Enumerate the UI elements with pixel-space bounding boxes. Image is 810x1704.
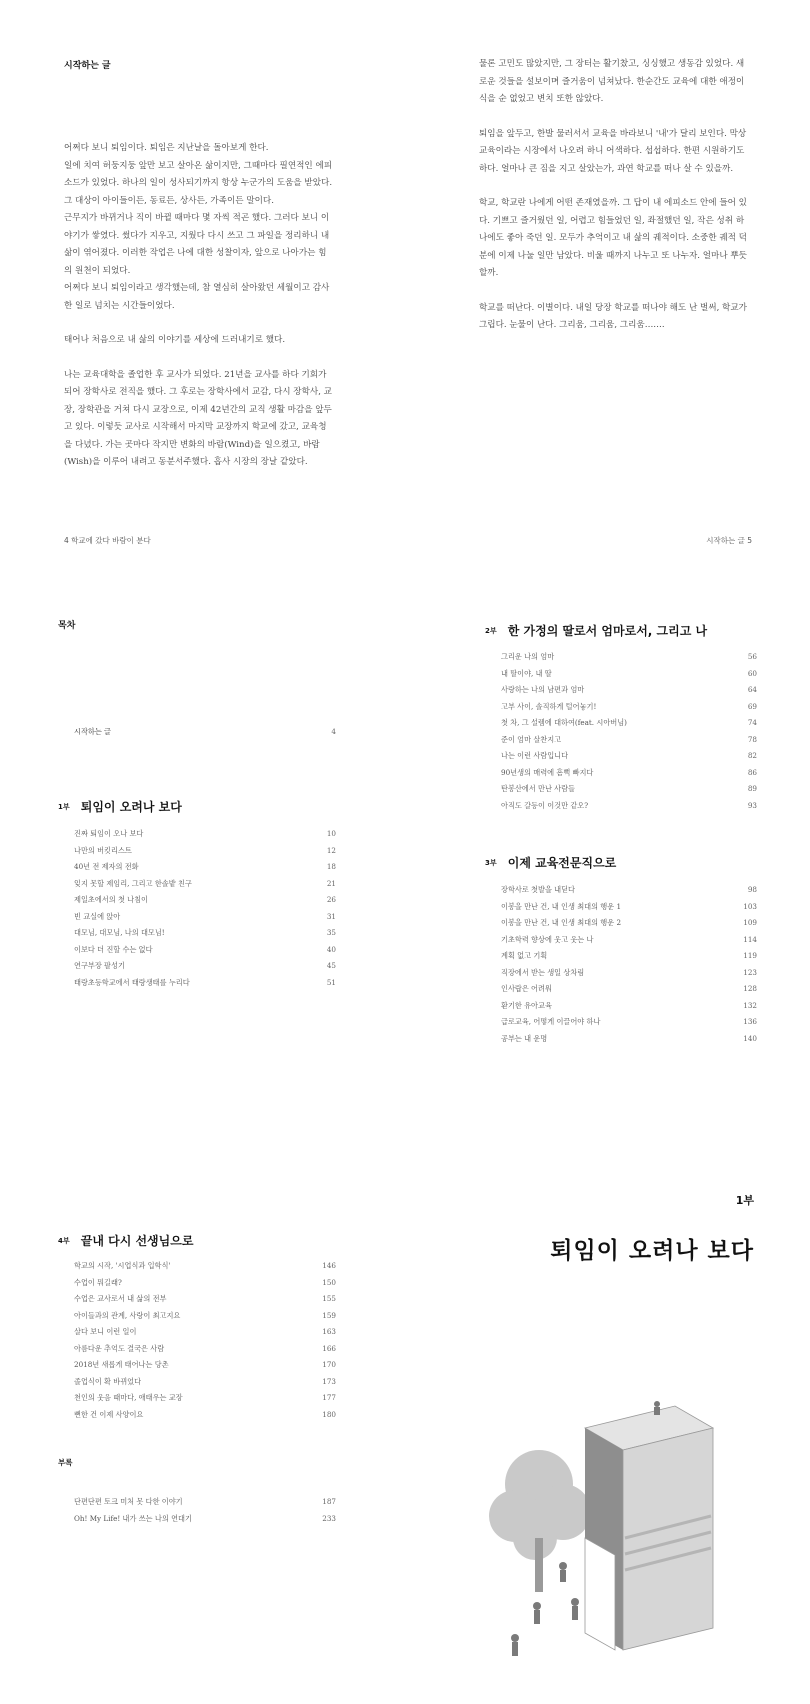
toc-entry-page: 159 <box>322 1310 336 1320</box>
toc-entry-page: 132 <box>743 1000 757 1010</box>
toc-entry-page: 103 <box>743 901 757 911</box>
toc-entry[interactable] <box>501 798 757 815</box>
toc-entry[interactable] <box>74 876 336 893</box>
toc-intro <box>74 724 336 741</box>
toc-entry-page: 89 <box>747 784 757 793</box>
toc-entry-page: 12 <box>326 845 336 855</box>
toc-entry[interactable] <box>74 1341 336 1358</box>
toc-entry-page: 98 <box>747 885 757 894</box>
toc-entry-label: 90년생의 매력에 흠뻑 빠지다 <box>501 767 594 777</box>
toc-entry-page: 64 <box>747 685 757 694</box>
toc-left-page <box>0 570 405 1140</box>
toc-entry[interactable] <box>74 1291 336 1308</box>
toc-entry-label: 40년 전 제자의 전화 <box>74 862 139 871</box>
appendix-list <box>74 1494 336 1527</box>
intro-body-left <box>64 140 334 489</box>
toc-entry-label: 잊지 못할 제임리, 그리고 한솔밭 친구 <box>74 878 192 888</box>
tree-icon <box>489 1450 591 1592</box>
toc-entry-label: 수업은 교사로서 내 삶의 전부 <box>74 1294 167 1303</box>
toc-entry-page: 10 <box>326 829 336 838</box>
part-number: 2부 <box>485 626 497 635</box>
toc-entry-label: 나는 이런 사람입니다 <box>501 751 569 760</box>
toc-entry-label: 사랑하는 나의 남편과 엄마 <box>501 685 585 694</box>
toc-entry-page: 74 <box>747 718 757 727</box>
toc-entry[interactable] <box>74 1275 336 1292</box>
chapter-label: 1부 <box>735 1194 754 1207</box>
part-1-heading <box>58 796 182 815</box>
toc-entry[interactable] <box>501 649 757 666</box>
toc-entry-label: 시작하는 글 <box>74 727 112 736</box>
toc-entry-label: 그리운 나의 엄마 <box>501 652 555 661</box>
toc-entry-label: 내 딸이야, 내 딸 <box>501 668 552 678</box>
page-footer: 4 학교에 갔다 바람이 분다 <box>64 536 151 545</box>
paragraph: 학교를 떠난다. 이별이다. 내일 당장 학교를 떠나야 해도 난 벌써, 학교가 그립다. 눈물이 난다. 그리움, 그리움, 그리움……. <box>479 302 747 330</box>
toc-entry-page: 109 <box>743 918 757 927</box>
toc-entry-label: 학교의 시작, '시업식과 입학식' <box>74 1261 171 1270</box>
toc-entry[interactable] <box>74 925 336 942</box>
paragraph: 어쩌다 보니 퇴임이다. 퇴임은 지난날을 돌아보게 한다. <box>64 143 269 153</box>
toc-entry-page: 166 <box>322 1343 336 1353</box>
appendix-heading: 부록 <box>58 1458 73 1467</box>
page-5 <box>405 0 810 570</box>
toc-entry-label: 환기한 유아교육 <box>501 1000 552 1010</box>
toc-entry[interactable] <box>74 1511 336 1528</box>
part-1-list <box>74 826 336 991</box>
toc-right-page <box>405 570 810 1140</box>
part-2-list <box>501 649 757 814</box>
toc-entry-page: 60 <box>747 668 757 678</box>
part-title: 한 가정의 딸로서 엄마로서, 그리고 나 <box>507 624 708 638</box>
toc-entry-label: 태랑초등학교에서 태랑생태를 누리다 <box>74 977 190 987</box>
part-2-heading <box>485 620 707 639</box>
toc-entry-page: 180 <box>322 1409 336 1419</box>
toc-entry[interactable] <box>501 1014 757 1031</box>
toc-entry-page: 69 <box>747 701 757 711</box>
part-title: 퇴임이 오려나 보다 <box>80 800 182 814</box>
chapter-title: 퇴임이 오려나 보다 <box>550 1238 754 1264</box>
toc-entry[interactable] <box>74 975 336 992</box>
part-1-title-page <box>405 1140 810 1704</box>
spread-introduction <box>0 0 810 570</box>
toc-entry-label: 계획 없고 기획 <box>501 951 548 960</box>
toc-entry[interactable] <box>74 1324 336 1341</box>
toc-entry-label: 살다 보니 이런 일이 <box>74 1327 137 1336</box>
toc-entry[interactable] <box>74 724 336 741</box>
toc-entry-page: 146 <box>322 1261 336 1270</box>
toc-entry-label: 제일초에서의 첫 나침이 <box>74 895 149 904</box>
toc-entry[interactable] <box>501 915 757 932</box>
paragraph: 학교, 학교란 나에게 어떤 존재였을까. 그 답이 내 에피소드 안에 들어 있다. 기쁘고 즐거웠던 일, 어렵고 힘들었던 일, 좌절했던 일, 작은 성취 하나에도 좋아 죽던 일. 모두가 추억이고 내 삶의 궤적이다. 소중한 궤적 덕분에 이제 나눌 일만 남았다. 비울 때까지 나누고 또 나누자. 얼마나 뿌듯할까. <box>479 198 747 278</box>
toc-entry-page: 45 <box>326 961 336 970</box>
toc-entry-page: 114 <box>743 934 757 944</box>
toc-entry-label: 천인의 웃음 때마다, 애태우는 교장 <box>74 1393 183 1402</box>
toc-entry[interactable] <box>501 899 757 916</box>
toc-entry[interactable] <box>501 1031 757 1048</box>
toc-entry-page: 31 <box>326 911 336 921</box>
toc-entry-page: 21 <box>326 878 336 888</box>
toc-entry-page: 128 <box>743 984 757 993</box>
part-number: 1부 <box>58 802 70 811</box>
toc-entry[interactable] <box>74 1407 336 1424</box>
toc-entry[interactable] <box>74 1258 336 1275</box>
toc-entry-page: 93 <box>747 800 757 810</box>
toc-entry[interactable] <box>74 909 336 926</box>
toc-entry[interactable] <box>74 892 336 909</box>
toc-entry[interactable] <box>74 843 336 860</box>
paragraph: 퇴임을 앞두고, 한발 물러서서 교육을 바라보니 '내'가 달리 보인다. 막상 교육이라는 시장에서 나오려 하니 어색하다. 섭섭하다. 한편 시원하기도 하다. 얼마나 큰 짐을 지고 살았는가, 과연 학교를 떠나 살 수 있을까. <box>479 128 747 174</box>
toc-entry[interactable] <box>501 765 757 782</box>
page-title: 시작하는 글 <box>64 61 111 71</box>
toc-entry-label: 아이들과의 관계, 사랑이 최고지요 <box>74 1310 181 1320</box>
toc-entry-label: 아름다운 추억도 결국은 사람 <box>74 1343 165 1353</box>
paragraph: 근무지가 바뀌거나 직이 바뀔 때마다 몇 자씩 적곤 했다. 그러다 보니 이야기가 쌓였다. 썼다가 지우고, 지웠다 다시 쓰고 그 파일을 정리하니 내 삶이 엮어졌다. 이러한 작업은 나에 대한 성찰이자, 앞으로 나아가는 힘의 원천이 되었다. <box>64 213 330 276</box>
toc-entry[interactable] <box>501 715 757 732</box>
toc-entry[interactable] <box>501 699 757 716</box>
toc-entry-label: 수업이 뭐길래? <box>74 1277 122 1287</box>
spread-toc <box>0 570 810 1140</box>
part-number: 3부 <box>485 858 497 867</box>
toc-entry[interactable] <box>74 1374 336 1391</box>
toc-entry[interactable] <box>74 942 336 959</box>
toc-entry[interactable] <box>501 781 757 798</box>
part-title: 끝내 다시 선생님으로 <box>80 1234 194 1248</box>
toc-entry[interactable] <box>501 965 757 982</box>
toc-entry-page: 163 <box>322 1327 336 1336</box>
toc-entry-page: 86 <box>747 767 757 777</box>
toc-entry[interactable] <box>501 748 757 765</box>
toc-entry-label: 탄봉산에서 만난 사람들 <box>501 784 576 793</box>
toc-entry-label: 직장에서 받는 생일 상차림 <box>501 967 585 977</box>
toc-entry-page: 233 <box>322 1513 336 1523</box>
toc-entry-page: 119 <box>743 951 757 960</box>
toc-entry-label: 고부 사이, 솔직하게 털어놓기! <box>501 701 597 711</box>
toc-entry-label: 공부는 내 운명 <box>501 1033 548 1043</box>
toc-entry-page: 150 <box>322 1277 336 1287</box>
part-title: 이제 교육전문직으로 <box>507 856 617 870</box>
toc-continued-page <box>0 1140 405 1704</box>
toc-entry-label: 이봉을 만난 건, 내 인생 최대의 행운 2 <box>501 918 622 927</box>
toc-entry[interactable] <box>74 1494 336 1511</box>
toc-entry-label: 졸업식이 확 바뀌었다 <box>74 1376 142 1386</box>
page-footer: 시작하는 글 5 <box>706 536 752 545</box>
toc-entry-page: 18 <box>326 862 336 871</box>
toc-entry-page: 177 <box>322 1393 336 1402</box>
toc-entry-page: 187 <box>322 1497 336 1506</box>
toc-entry-page: 56 <box>747 652 757 661</box>
toc-entry-page: 140 <box>743 1033 757 1043</box>
toc-entry-label: 인사랍은 어려워 <box>501 984 552 993</box>
spread-toc-continued <box>0 1140 810 1704</box>
part-number: 4부 <box>58 1236 70 1245</box>
toc-entry-label: 진짜 퇴임이 오나 보다 <box>74 829 144 838</box>
toc-entry-page: 78 <box>747 734 757 744</box>
toc-entry-page: 170 <box>322 1360 336 1369</box>
toc-entry-page: 173 <box>322 1376 336 1386</box>
toc-entry-label: 나만의 버킷리스트 <box>74 845 132 855</box>
toc-entry[interactable] <box>501 981 757 998</box>
toc-entry-label: 첫 차, 그 설렘에 대하여(feat. 시아버님) <box>501 718 627 727</box>
book-icon <box>585 1406 713 1650</box>
book-illustration <box>475 1388 735 1688</box>
toc-entry-page: 155 <box>322 1294 336 1303</box>
toc-entry-page: 82 <box>747 751 757 760</box>
toc-title: 목차 <box>58 621 76 631</box>
toc-entry-page: 35 <box>326 928 336 937</box>
toc-entry[interactable] <box>74 1357 336 1374</box>
toc-entry-page: 26 <box>326 895 336 904</box>
toc-entry[interactable] <box>74 958 336 975</box>
toc-entry[interactable] <box>501 948 757 965</box>
part-3-list <box>501 882 757 1047</box>
toc-entry[interactable] <box>501 882 757 899</box>
toc-entry-label: 대모님, 대모님, 나의 대모님! <box>74 928 165 937</box>
toc-entry[interactable] <box>74 859 336 876</box>
paragraph: 나는 교육대학을 졸업한 후 교사가 되었다. 21년을 교사를 하다 기회가 되어 장학사로 전직을 했다. 그 후로는 장학사에서 교감, 다시 장학사, 교장, 장학관을 거쳐 다시 교장으로, 이제 42년간의 교직 생활 마감을 앞두고 있다. 이렇듯 교사로 시작해서 마지막 교장까지 학교에 갔고, 교육청을 다녔다. 가는 곳마다 작지만 변화의 바람(Wind)을 일으켰고, 바람(Wish)을 이루어 내려고 동분서주했다. 흡사 시장의 장날 같았다. <box>64 369 332 467</box>
part-4-list <box>74 1258 336 1423</box>
toc-entry-label: 준이 엄마 살찬지고 <box>501 734 562 744</box>
paragraph: 어쩌다 보니 퇴임이라고 생각했는데, 참 열심히 살아왔던 세월이고 감사한 일로 넘치는 시간들이었다. <box>64 283 330 311</box>
toc-entry-page: 51 <box>326 977 336 987</box>
toc-entry-label: 기초학력 향상에 웃고 웃는 나 <box>501 934 594 944</box>
toc-entry-label: 뻔한 건 이제 사양이요 <box>74 1409 144 1419</box>
toc-entry-label: Oh! My Life! 내가 쓰는 나의 연대기 <box>74 1513 192 1523</box>
part-3-heading <box>485 852 616 871</box>
paragraph: 일에 치여 허둥지둥 앞만 보고 살아온 삶이지만, 그때마다 필연적인 에피소드가 있었다. 하나의 일이 성사되기까지 항상 누군가의 도움을 받았다. 그 대상이 아이들이든, 동료든, 상사든, 가족이든 말이다. <box>64 160 333 206</box>
toc-entry-label: 빈 교실에 앉아 <box>74 911 121 921</box>
intro-body-right <box>479 56 751 352</box>
toc-entry[interactable] <box>501 932 757 949</box>
toc-entry[interactable] <box>74 1390 336 1407</box>
paragraph: 태어나 처음으로 내 삶의 이야기를 세상에 드러내기로 했다. <box>64 335 286 345</box>
paragraph: 물론 고민도 많았지만, 그 장터는 활기찼고, 싱싱했고 생동감 있었다. 새로운 것들을 설보이며 즐거움이 넘쳐났다. 한순간도 교육에 대한 애정이 식을 순 없었고 변치 또한 않았다. <box>479 59 745 104</box>
toc-entry-page: 4 <box>331 727 336 736</box>
toc-entry[interactable] <box>74 826 336 843</box>
toc-entry-label: 이봉을 만난 건, 내 인생 최대의 행운 1 <box>501 901 622 911</box>
toc-entry-label: 아직도 갈등이 이것만 같오? <box>501 800 589 810</box>
toc-entry-page: 136 <box>743 1017 757 1026</box>
toc-entry-label: 급로교육, 어떻게 이끌어야 하나 <box>501 1017 601 1026</box>
toc-entry-label: 2018년 새롭게 태어나는 당촌 <box>74 1360 169 1369</box>
toc-entry[interactable] <box>501 682 757 699</box>
toc-entry-label: 장학사로 첫발을 내딛다 <box>501 885 576 894</box>
toc-entry-page: 123 <box>743 967 757 977</box>
toc-entry[interactable] <box>74 1308 336 1325</box>
toc-entry-label: 이보다 더 진할 수는 없다 <box>74 944 153 954</box>
toc-entry[interactable] <box>501 666 757 683</box>
toc-entry[interactable] <box>501 732 757 749</box>
toc-entry-page: 40 <box>326 944 336 954</box>
toc-entry-label: 단편단편 토크 미처 못 다한 이야기 <box>74 1497 183 1506</box>
toc-entry-label: 연구부장 팔성기 <box>74 961 125 970</box>
part-4-heading <box>58 1230 193 1249</box>
page-4 <box>0 0 405 570</box>
toc-entry[interactable] <box>501 998 757 1015</box>
